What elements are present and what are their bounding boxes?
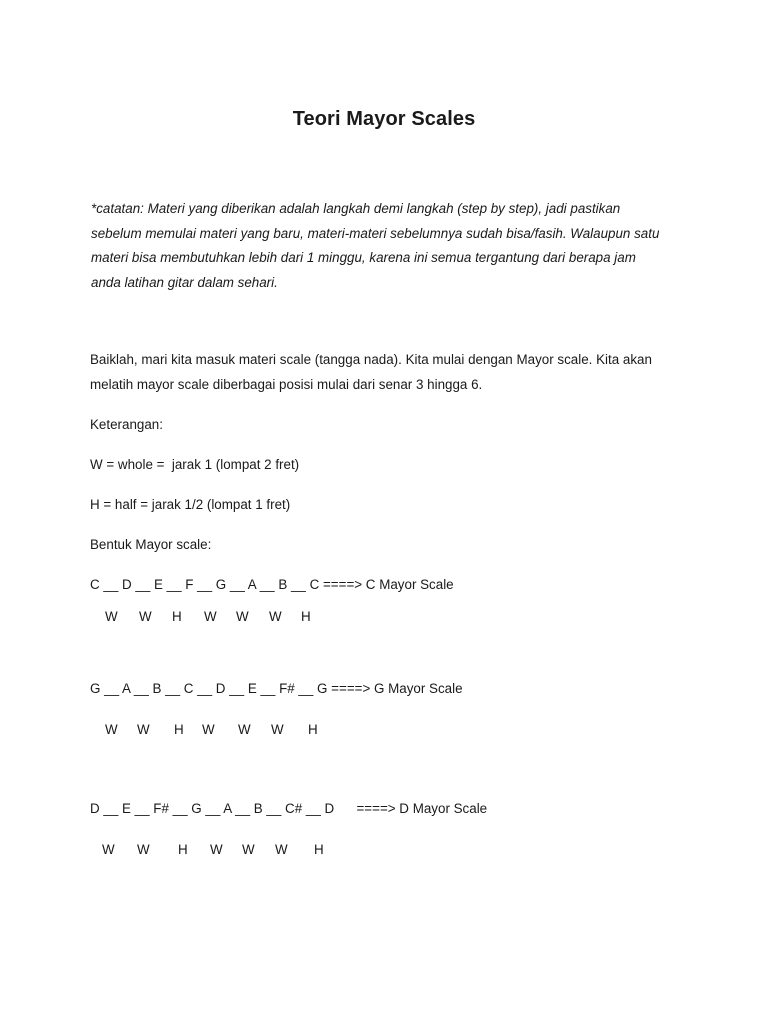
step-label: W [102, 842, 115, 857]
step-label: W [139, 609, 152, 624]
step-label: W [210, 842, 223, 857]
note-line: *catatan: Materi yang diberikan adalah langkah demi langkah (step by step), jadi pastikan [91, 201, 621, 216]
scale-steps-d [0, 842, 768, 862]
bentuk-label: Bentuk Mayor scale: [90, 537, 212, 552]
page-title: Teori Mayor Scales [292, 108, 476, 130]
step-label: H [178, 842, 188, 857]
step-label: W [275, 842, 288, 857]
step-label: W [137, 842, 150, 857]
whole-definition: W = whole = jarak 1 (lompat 2 fret) [90, 457, 300, 472]
step-label: W [105, 609, 118, 624]
step-label: W [238, 722, 251, 737]
note-line: sebelum memulai materi yang baru, materi-materi sebelumnya sudah bisa/fasih. Walaupun satu [91, 225, 660, 241]
keterangan-label: Keterangan: [90, 417, 163, 432]
step-label: W [236, 609, 249, 624]
scale-notes-d: D __ E __ F# __ G __ A __ B __ C# __ D ====> D Mayor Scale [90, 801, 488, 816]
step-label: H [172, 609, 182, 624]
scale-notes-c: C __ D __ E __ F __ G __ A __ B __ C ====> C Mayor Scale [90, 577, 454, 592]
scale-steps-g [0, 722, 768, 742]
step-label: W [242, 842, 255, 857]
step-label: H [174, 722, 184, 737]
step-label: H [301, 609, 311, 624]
intro-line: melatih mayor scale diberbagai posisi mulai dari senar 3 hingga 6. [90, 377, 483, 392]
half-definition: H = half = jarak 1/2 (lompat 1 fret) [90, 497, 291, 512]
step-label: W [204, 609, 217, 624]
step-label: H [314, 842, 324, 857]
intro-line: Baiklah, mari kita masuk materi scale (tangga nada). Kita mulai dengan Mayor scale. Kita akan [90, 352, 652, 367]
note-line: materi bisa membutuhkan lebih dari 1 minggu, karena ini semua tergantung dari berapa jam [91, 250, 636, 266]
note-paragraph [91, 197, 691, 295]
step-label: W [105, 722, 118, 737]
note-line: anda latihan gitar dalam sehari. [91, 274, 278, 290]
step-label: W [202, 722, 215, 737]
step-label: W [137, 722, 150, 737]
scale-steps-c [0, 609, 768, 629]
step-label: W [269, 609, 282, 624]
step-label: H [308, 722, 318, 737]
scale-notes-g: G __ A __ B __ C __ D __ E __ F# __ G ====> G Mayor Scale [90, 681, 463, 696]
step-label: W [271, 722, 284, 737]
